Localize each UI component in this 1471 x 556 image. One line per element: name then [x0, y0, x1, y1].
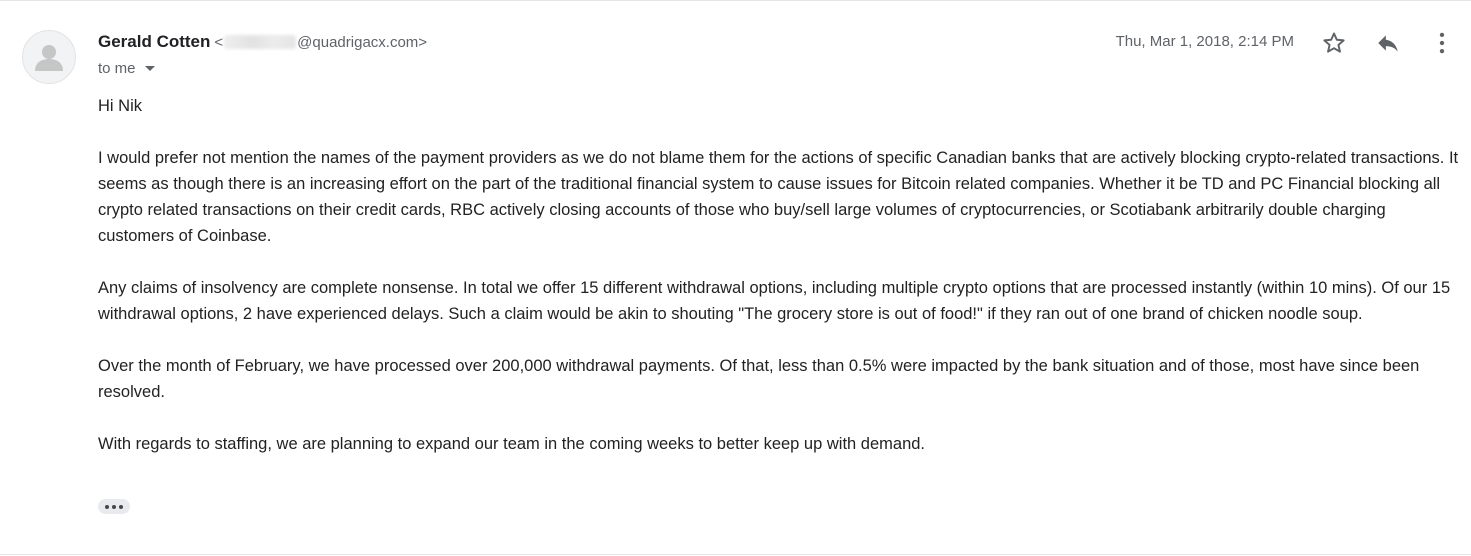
recipients-label: to me	[98, 60, 136, 77]
redacted-email-local-part	[224, 35, 296, 49]
sender-email-domain: @quadrigacx.com>	[297, 34, 428, 51]
body-paragraph: Over the month of February, we have processed over 200,000 withdrawal payments. Of that, less than 0.5% were impacted by the bank situation and of those, most have since been resolved.	[98, 357, 1420, 401]
caret-down-icon	[145, 66, 155, 71]
message-timestamp: Thu, Mar 1, 2018, 2:14 PM	[1115, 33, 1294, 50]
bottom-divider	[0, 554, 1471, 555]
message-body	[98, 93, 1460, 483]
show-trimmed-content-button[interactable]	[98, 499, 130, 514]
recipients-toggle[interactable]	[98, 60, 155, 77]
sender-avatar[interactable]	[22, 30, 76, 84]
more-options-button[interactable]	[1427, 28, 1457, 58]
star-outline-icon	[1321, 30, 1347, 56]
reply-button[interactable]	[1373, 28, 1403, 58]
ellipsis-icon	[105, 505, 109, 509]
greeting: Hi Nik	[98, 97, 142, 115]
more-vertical-icon	[1429, 30, 1455, 56]
body-paragraph: With regards to staffing, we are planning to expand our team in the coming weeks to better keep up with demand.	[98, 435, 926, 453]
default-avatar-icon	[23, 31, 75, 83]
sender-name[interactable]: Gerald Cotten	[98, 32, 211, 51]
body-paragraph: I would prefer not mention the names of the payment providers as we do not blame them for the actions of specific Canadian banks that are actively blocking crypto-related transactions. It seems as though there is an increasing effort on the part of the traditional financial system to cause issues for Bitcoin related companies. Whether it be TD and PC Financial blocking all crypto related transactions on their credit cards, RBC actively closing accounts of those who buy/sell large volumes of cryptocurrencies, or Scotiabank arbitrarily double charging customers of Coinbase.	[98, 149, 1459, 245]
sender-email-prefix: <	[214, 34, 224, 51]
sender-email[interactable]	[214, 33, 427, 51]
star-button[interactable]	[1319, 28, 1349, 58]
reply-icon	[1375, 30, 1401, 56]
sender-line	[98, 32, 427, 54]
body-paragraph: Any claims of insolvency are complete nonsense. In total we offer 15 different withdrawal options, including multiple crypto options that are processed instantly (within 10 mins). Of our 15 withdrawal options, 2 have experienced delays. Such a claim would be akin to shouting "The grocery store is out of food!" if they ran out of one brand of chicken noodle soup.	[98, 279, 1451, 323]
top-divider	[0, 0, 1471, 1]
